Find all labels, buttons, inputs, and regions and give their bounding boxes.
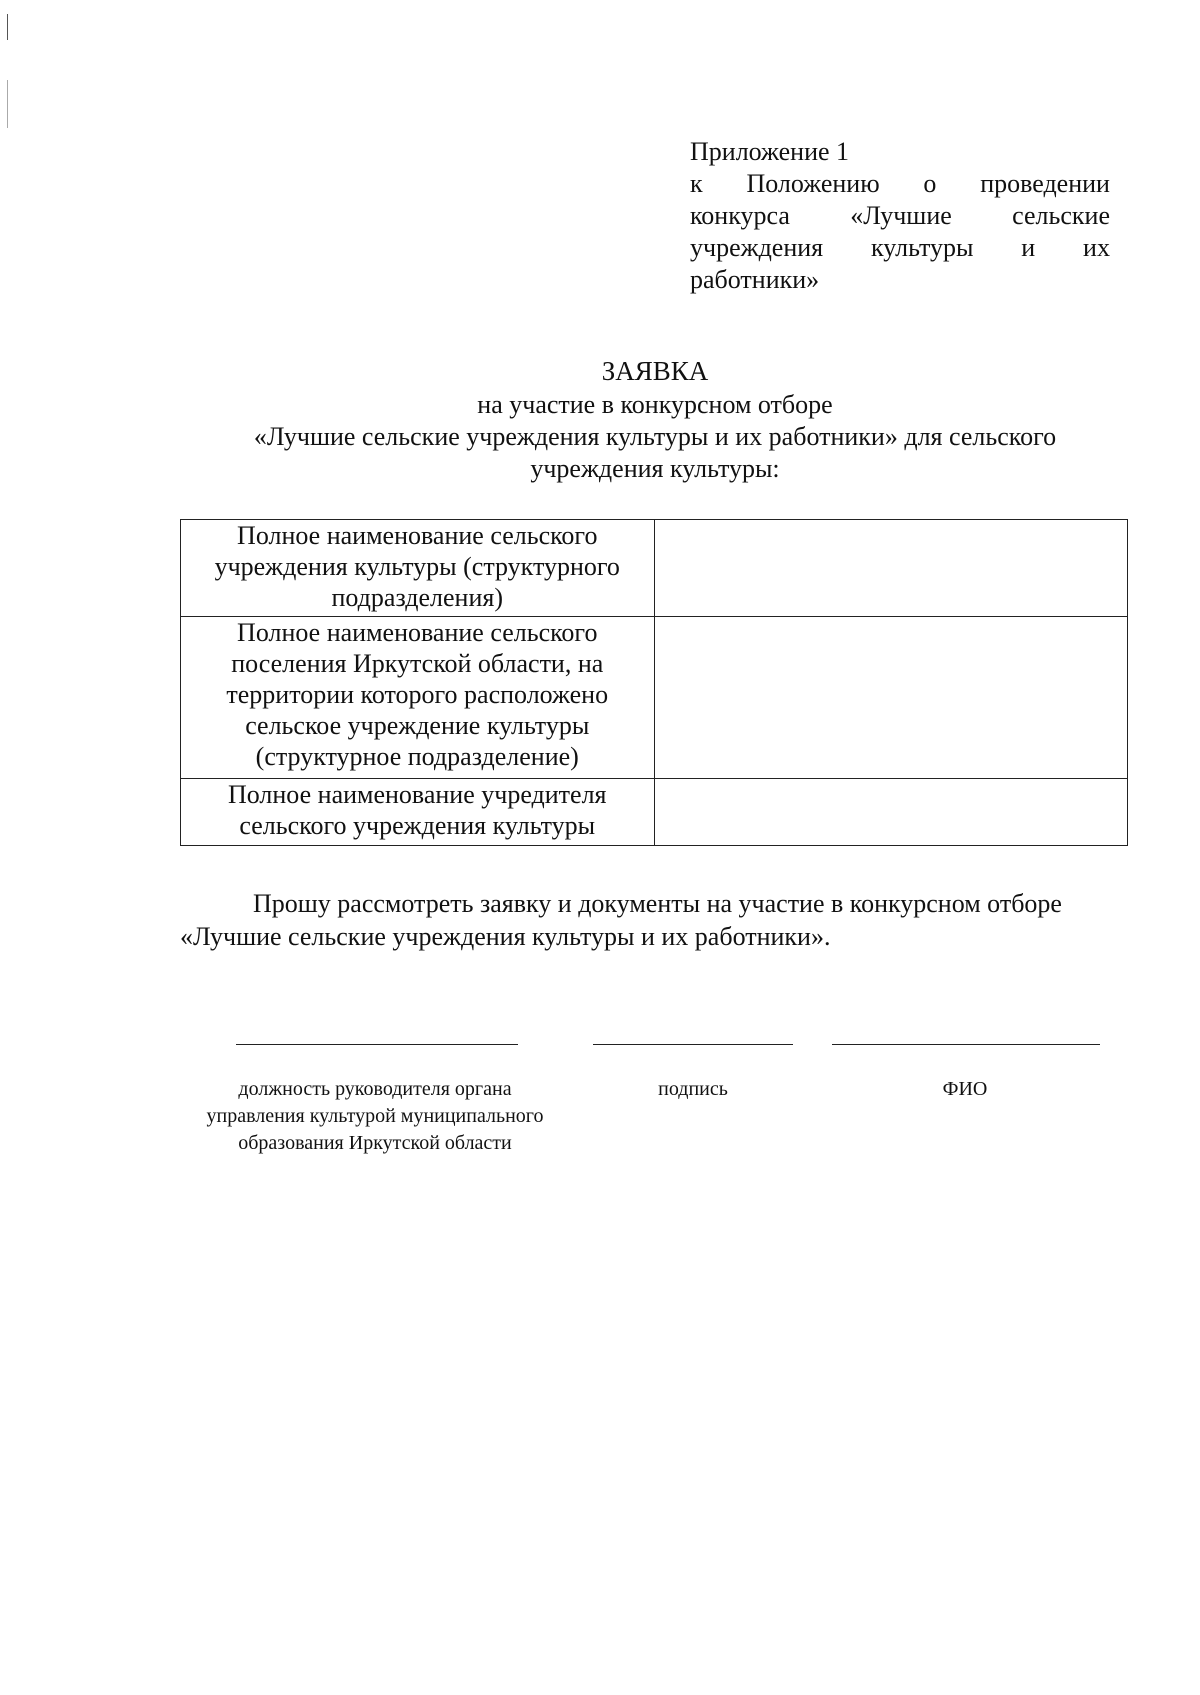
request-line: «Лучшие сельские учреждения культуры и их работники». bbox=[180, 922, 831, 951]
appendix-reference bbox=[690, 136, 1110, 296]
appendix-word: Положению bbox=[746, 169, 880, 198]
appendix-word: «Лучшие bbox=[850, 201, 952, 230]
position-signature-line bbox=[236, 1044, 518, 1045]
row-label-settlement-name bbox=[181, 617, 655, 779]
appendix-word: сельские bbox=[1012, 201, 1110, 230]
scan-artifact-mark bbox=[7, 80, 8, 128]
appendix-word: проведении bbox=[980, 169, 1110, 198]
caption-line: образования Иркутской области bbox=[238, 1132, 512, 1154]
full-name-line bbox=[832, 1044, 1100, 1045]
position-caption bbox=[175, 1076, 575, 1157]
label-line: территории которого расположено bbox=[226, 680, 609, 709]
full-name-caption: ФИО bbox=[942, 1078, 988, 1100]
label-line: сельского учреждения культуры bbox=[239, 811, 596, 840]
table-row bbox=[181, 617, 1128, 779]
appendix-word: их bbox=[1083, 233, 1110, 262]
application-table bbox=[180, 519, 1128, 846]
label-line: сельское учреждение культуры bbox=[245, 711, 590, 740]
appendix-number: Приложение 1 bbox=[690, 137, 850, 166]
row-label-institution-name bbox=[181, 520, 655, 617]
appendix-line bbox=[690, 200, 1110, 232]
request-paragraph bbox=[180, 887, 1132, 953]
row-value-institution-name bbox=[654, 520, 1128, 617]
label-line: Полное наименование учредителя bbox=[227, 780, 607, 809]
subtitle-line: «Лучшие сельские учреждения культуры и их работники» для сельского bbox=[253, 422, 1057, 451]
table-row bbox=[181, 520, 1128, 617]
appendix-word: учреждения bbox=[690, 233, 824, 262]
label-line: подразделения) bbox=[331, 583, 503, 612]
caption-line: должность руководителя органа bbox=[238, 1078, 512, 1100]
document-title: ЗАЯВКА bbox=[601, 356, 709, 386]
label-line: (структурное подразделение) bbox=[255, 742, 579, 771]
subtitle-line: учреждения культуры: bbox=[530, 454, 780, 483]
label-line: учреждения культуры (структурного bbox=[214, 552, 620, 581]
request-line: Прошу рассмотреть заявку и документы на участие в конкурсном отборе bbox=[253, 889, 1062, 918]
appendix-word: к bbox=[690, 169, 703, 198]
label-line: поселения Иркутской области, на bbox=[231, 649, 604, 678]
appendix-word: конкурса bbox=[690, 201, 790, 230]
document-subtitle bbox=[180, 389, 1130, 485]
label-line: Полное наименование сельского bbox=[237, 521, 598, 550]
appendix-line bbox=[690, 232, 1110, 264]
row-value-settlement-name bbox=[654, 617, 1128, 779]
label-line: Полное наименование сельского bbox=[237, 618, 598, 647]
appendix-word: и bbox=[1021, 233, 1036, 262]
caption-line: управления культурой муниципального bbox=[206, 1105, 544, 1127]
appendix-line: работники» bbox=[690, 265, 820, 294]
table-row bbox=[181, 779, 1128, 846]
signature-line bbox=[593, 1044, 793, 1045]
appendix-word: культуры bbox=[870, 233, 974, 262]
row-value-founder-name bbox=[654, 779, 1128, 846]
row-label-founder-name bbox=[181, 779, 655, 846]
appendix-line bbox=[690, 168, 1110, 200]
subtitle-line: на участие в конкурсном отборе bbox=[477, 390, 833, 419]
appendix-word: о bbox=[923, 169, 937, 198]
signature-caption: подпись bbox=[658, 1078, 728, 1100]
scan-artifact-mark bbox=[7, 14, 8, 40]
